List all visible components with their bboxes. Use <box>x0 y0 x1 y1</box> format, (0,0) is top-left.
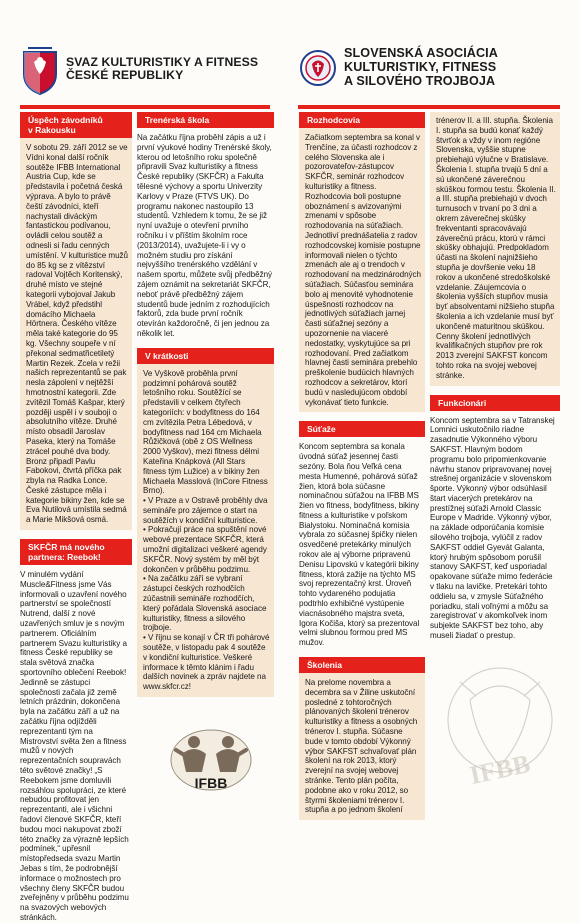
section-skolenia-body: Na prelome novembra a decembra sa v Žiline uskutoční posledné z tohtoročných plánovaných školení trénerov kulturistiky a fitness a osobných trénerov I. stupňa. Súčasne bude v tomto období Výkonný výbor SAKFST schvaľovať plán školení na rok 2013, ktorý zverejní na svojej webovej stránke. Tento plán počíta, podobne ako v roku 2012, so štyrmi školeniami trénerov I. stupňa a po jednom školení <box>305 678 418 815</box>
section-trenerska <box>137 112 274 339</box>
section-rozhodcovia-heading: Rozhodcovia <box>299 112 425 128</box>
section-skfcr-title-line1: SKFČR má nového <box>28 542 105 553</box>
vkratkosti-bullet: • Na začátku září se vybraní zástupci českých rozhodčích zúčastnili semináře rozhodčích, který pořádala Slovenská asociace kulturistiky, fitness a silového trojboje. <box>143 574 267 633</box>
section-uspech-heading <box>20 112 132 138</box>
section-funkcionari-body: Koncom septembra sa v Tatranskej Lomnici uskutočnilo riadne zasadnutie Výkonného výboru SAKFST. Hlavným bodom programu bolo pripomienkovanie návrhu stanov pripravovanej novej strešnej organizácie v slovenskom športe. Výkonný výbor odsúhlasil štart viacerých pretekárov na prestížnej súťaži Arnold Classic Europe v Madride. Výkonný výbor, na základe odporúčania komisie silového trojboja, vylúčil z radov SAKFST oddiel Gyevát Galanta, ktorý hrubým spôsobom porušil stanovy SAKFST, keď usporiadal opakovane súťaže mimo federácie v tlaku na lavičke. Pretekári tohto oddielu sa, v zmysle Súťažného poriadku, stali voľnými a môžu sa zaregistrovať v akomkoľvek inom subjekte SAKFST bez toho, aby museli žiadať o prestup. <box>430 415 555 641</box>
section-skolenia-heading: Školenia <box>299 657 425 673</box>
section-rozhodcovia-body: Začiatkom septembra sa konal v Trenčíne, za účasti rozhodcov z celého Slovenska ale i pozorovateľov-zástupcov SKFČR, seminár rozhodcov kulturistiky a fitness. Rozhodcovia boli postupne oboznámení s avizovanými zmenami v spôsobe rozhodovania na súťažiach. Jednotliví prednášatelia z radov rozhodcovskej komisie postupne informovali nielen o týchto zmenách ale aj o trendoch v rozhodovaní na medzinárodných súťažiach. Súčasťou seminára bolo aj menovité vyhodnotenie úspešnosti rozhodcov na jednotlivých súťažiach jarnej časti súťažnej sezóny a upozornenie na viaceré nedostatky, vyskytujúce sa pri rozhodovaní. Pred začiatkom hlavnej časti seminára prebehlo preškolenie budúcich hlavných rozhodcov a sekretárov, ktorí budú v nasledujúcom období vykonávať tieto funkcie. <box>305 133 421 407</box>
ifbb-logo-text: IFBB <box>194 775 228 791</box>
section-vkratkosti-heading: V krátkosti <box>137 348 274 364</box>
section-skfcr-heading <box>20 539 132 565</box>
section-uspech <box>20 112 132 530</box>
column-4 <box>430 112 560 641</box>
section-skolenia-continued-body: trénerov II. a III. stupňa. Školenia I. stupňa sa budú konať každý štvrťok a vždy v inom regióne Slovenska, vyššie stupne prebiehajú výlučne v Bratislave. Školenia I. stupňa trvajú 5 dní a sú ukončené záverečnou skúškou formou testu. Školenia II. a III. stupňa prebiehajú v dvoch turnusoch v trvaní po 3 dni a okrem záverečnej skúšky frekventanti spracovávajú záverečnú prácu, ktorú v rámci skúšky obhajujú. Predpokladom účasti na školení najnižšieho stupňa je dovŕšenie veku 18 rokov a ukončené stredoškolské vzdelanie. Záujemcovia o školenia vyšších stupňov musia byť absolventami nižšieho stupňa školenia a ich vzdelanie musí byť ukončené maturitnou skúškou. Cenny školení jednotlivých kvalifikačných stupňov pre rok 2013 zverejní SAKFST koncom tohto roka na svojej webovej stránke. <box>436 116 556 380</box>
section-trenerska-body: Na začátku října proběhl zápis a už i první výukové hodiny Trenérské školy, kterou od letošního roku společně připravili Svaz kulturistiky a fitness České republiky (SKFČR) a Fakulta tělesné výchovy a sportu Univerzity Karlovy v Praze (FTVS UK). Do programu nakonec nastoupilo 13 studentů. Vzhledem k tomu, že se již nyní uvažuje o otevření prvního ročníku i v příštím školním roce (2013/2014), uvažujete-li i vy o možném studiu pro získání nejvyššího trenérského vzdělání v našem sportu, můžete svůj předběžný zájem oznámit na sekretariát SKFČR, neboť právě předběžný zájem studentů bude jedním z rozhodujících faktorů, zda bude první ročník otevírán každoročně, či jen jednou za několik let. <box>137 133 273 338</box>
header-right-title-line3: A SILOVÉHO TROJBOJA <box>344 74 496 88</box>
section-sutaze <box>299 421 425 648</box>
slovak-association-header <box>298 44 560 106</box>
vkratkosti-bullet: • V Praze a v Ostravě proběhly dva semináře pro zájemce o start na soutěžích v kondiční kulturistice. <box>143 496 268 525</box>
czech-federation-header <box>20 44 280 106</box>
section-sutaze-heading: Súťaže <box>299 421 425 437</box>
czech-federation-logo <box>20 44 60 96</box>
section-uspech-body: V sobotu 29. září 2012 se ve Vídni konal další ročník soutěže IFBB International Austria Cup, kde se představila i početná česká výprava. A bylo to právě čeští závodníci, kteří nachystali diváckým fantastickou podívanou, ovládli celou soutěž a odnesli si řadu cenných umístění. V kulturistice mužů do 85 kg se z vítězství radoval Vojtěch Koritenský, druhé místo ve stejné kategorii vybojoval Jakub Vrábel, když předstihl domácího Michaela Hörtnera. Českého vítěze měla také kategorie do 95 kg. Všechny soupeře v ní překonal sedmatřicetiletý Martin Rezek. Zcela v režii našich reprezentantů se pak nesla zápolení v nejtěžší hmotnostní kategorii. Zde zvítězil Tomáš Kašpar, který později uspěl i v souboji o absolutního vítěze. Druhé místo obsadil Jaroslav Paseka, který na Tomáše ztrácel pouhé dva body. Bronz připadl Pavlu Fabokovi, čtvrtá příčka pak zbyla na Radka Lonce. České zástupce měla i kategorie bikiny žen, kde se Eva Nutilová umístila sedmá a Marie Mikšová osmá. <box>26 143 129 525</box>
header-right-title-line1: SLOVENSKÁ ASOCIÁCIA <box>344 46 498 60</box>
ifbb-logo <box>168 720 254 794</box>
header-right-rule <box>298 105 560 109</box>
vkratkosti-bullet: • V říjnu se konají v ČR tři pohárové soutěže, v listopadu pak 4 soutěže v kondiční kulturistice. Veškeré informace k těmto klánim i řadu dalších novinek a zpráv najdete na www.skfcr.cz! <box>143 633 270 692</box>
section-skolenia <box>299 657 425 820</box>
section-rozhodcovia <box>299 112 425 412</box>
vkratkosti-bullet: • Pokračují práce na spuštění nové webové prezentace SKFČR, která umožní digitalizaci veškeré agendy SKFČR. Nový systém by měl být dokončen v průběhu podzimu. <box>143 525 267 574</box>
section-skfcr <box>20 539 132 923</box>
section-skfcr-title-line2: partnera: Reebok! <box>28 552 101 563</box>
section-trenerska-heading: Trenérská škola <box>137 112 274 128</box>
column-3 <box>299 112 425 820</box>
section-funkcionari-heading: Funkcionári <box>430 395 560 411</box>
slovak-association-logo <box>298 44 338 96</box>
column-1 <box>20 112 132 923</box>
ifbb-watermark <box>430 640 570 790</box>
column-2 <box>137 112 274 697</box>
ifbb-watermark-text: IFBB <box>467 749 533 790</box>
header-left-title-line2: ČESKÉ REPUBLIKY <box>66 68 184 82</box>
section-uspech-title-line1: Úspěch závodníků <box>28 115 103 125</box>
section-sutaze-body: Koncom septembra sa konala úvodná súťaž jesennej časti sezóny. Bola ňou Veľká cena mesta Humenné, pohárová súťaž žien, ktorá bola súčasne nominačnou súťažou na IFBB MS žien vo fitness, bodyfitness, bikiny fitness a kulturistike v poľskom Bialystoku. Nominačná komisia vybrala zo súčasnej špičky nielen osvedčené pretekárky minulých rokov ale aj výborne pripravenú Denisu Lipovskú v kategórii bikiny fitness, ktorá zažije na týchto MS svoj reprezentačný krst. Úroveň tohto vydareného podujatia podtrhlo exhibičné vystúpenie viacnásobného majstra sveta, Igora Kočiša, ktorý sa prezentoval velmi slubnou formou pred MS mužov. <box>299 442 420 648</box>
section-uspech-title-line2: v Rakousku <box>28 125 76 135</box>
header-left-title-line1: SVAZ KULTURISTIKY A FITNESS <box>66 55 259 69</box>
section-vkratkosti <box>137 348 274 697</box>
header-right-title-line2: KULTURISTIKY, FITNESS <box>344 60 497 74</box>
section-vkratkosti-body: Ve Vyškově proběhla první podzimní pohárová soutěž letošního roku. Soutěžící se představili v celkem čtyřech kategoriích: v bodyfitness do 164 cm zvítězila Petra Lébedová, v bodyfitness nad 164 cm Michaela Růžičková (obě z OS Wellness 2000 Vyškov), mezi fitness délmi Kateřina Knápková (All Stars fitness tým Lužice) a v bikiny žen Michaela Masslová (InCore Fitness Brno). <box>143 368 268 496</box>
header-left-rule <box>20 105 270 109</box>
section-skolenia-continued <box>430 112 560 386</box>
section-funkcionari <box>430 395 560 641</box>
section-skfcr-body: V minulém vydání Muscle&Fitness jsme Vás informovali o uzavření nového partnerství se společností Nutrend, další z nové uzavřených smluv je s novým partnerem. Oficiálním partnerem Svazu kulturistiky a fitness České republiky se stala světová značka sportovního oblečení Reebok! Jedinně se zástupci společnosti začala již země letních prázdnin, dokončena byla na začátku září a už na začátku října odjížděli reprezentanti tým na Mistrovství světa žen a fitness mužů v nových reprezentačních soupravách této světové značky! „S Reebokem jsme domluvili rozsáhlou spolupráci, ze které nebudou profitovat jen reprezentanti, ale i všichni řadoví členové SKFČR, kteří budou moci nakupovat zboží této značky za výrazně lepších podmínek,“ upřesnil místopředseda svazu Martin Jebas s tím, že podrobnější informace o možnostech pro všechny členy SKFČR budou zveřejněny v průběhu podzimu na svazových webových stránkách. <box>20 570 129 922</box>
